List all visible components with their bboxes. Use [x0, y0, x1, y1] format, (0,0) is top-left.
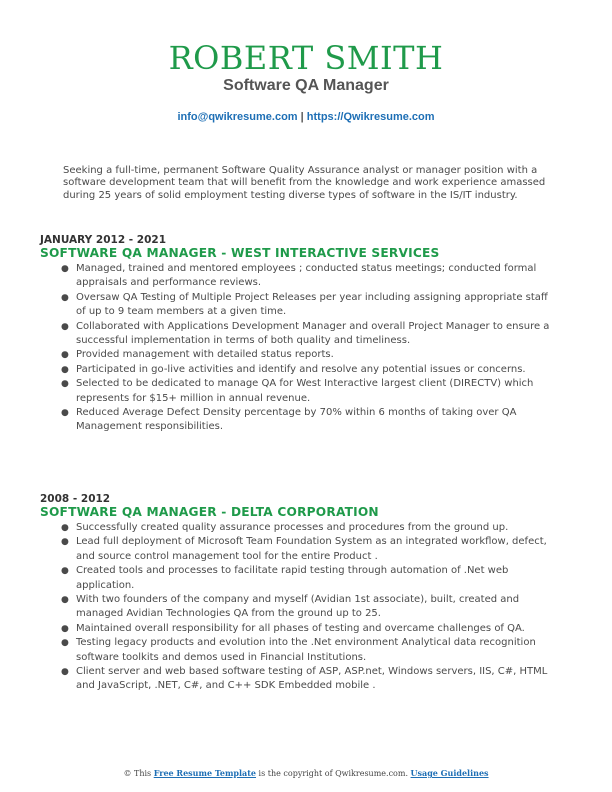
bullet-icon: ● — [61, 321, 69, 332]
bullet-item: ● Client server and web based software testing of ASP, ASP.net, Windows servers, IIS, C#, HTML and JavaScript, .NET, C#, and C++ SDK Embedded mobile . — [61, 666, 548, 692]
job-entry — [40, 493, 560, 694]
bullet-item: ● Selected to be dedicated to manage QA for West Interactive largest client (DIRECTV) which represents for $15+ million in annual revenue. — [61, 378, 534, 404]
job-role: SOFTWARE QA MANAGER - DELTA CORPORATION — [40, 505, 379, 519]
usage-guidelines-link[interactable]: Usage Guidelines — [410, 768, 489, 778]
bullet-item: ● Created tools and processes to facilitate rapid testing through automation of .Net web application. — [61, 565, 509, 591]
bullet-item: ● Managed, trained and mentored employees ; conducted status meetings; conducted formal appraisals and performance reviews. — [61, 263, 537, 289]
bullet-icon: ● — [61, 523, 69, 533]
website-link[interactable]: https://Qwikresume.com — [306, 111, 435, 123]
job-entry — [40, 234, 560, 435]
bullet-icon: ● — [61, 364, 69, 375]
job-title: Software QA Manager — [223, 77, 389, 94]
job-role: SOFTWARE QA MANAGER - WEST INTERACTIVE SERVICES — [40, 246, 440, 260]
job-dates: 2008 - 2012 — [40, 493, 111, 505]
bullet-item: ● Oversaw QA Testing of Multiple Project Releases per year including assigning appropriate staff of up to 9 team members at a given time. — [61, 291, 548, 318]
footer-middle: is the copyright of Qwikresume.com. — [256, 769, 411, 778]
contact-line — [0, 111, 612, 124]
bullet-icon: ● — [61, 264, 69, 274]
bullet-item: ● Participated in go-live activities and identify and resolve any potential issues or concerns. — [40, 363, 560, 377]
email-link[interactable]: info@qwikresume.com — [177, 111, 298, 123]
bullet-icon: ● — [61, 638, 69, 649]
bullet-icon: ● — [61, 292, 69, 303]
bullet-item: ● With two founders of the company and myself (Avidian 1st associate), built, created and managed Avidian Technologies QA from the ground up to 25. — [61, 594, 520, 620]
candidate-name: ROBERT SMITH — [168, 39, 444, 77]
bullet-item: ● Reduced Average Defect Density percentage by 70% within 6 months of taking over QA Management responsibilities. — [61, 407, 517, 433]
bullet-item: ● Lead full deployment of Microsoft Team Foundation System as an integrated workflow, defect, and source control management tool for the entire Product . — [61, 536, 547, 562]
bullet-icon: ● — [61, 623, 69, 634]
free-resume-template-link[interactable]: Free Resume Template — [153, 768, 257, 778]
bullet-icon: ● — [61, 595, 69, 606]
contact-separator: | — [297, 111, 307, 123]
bullet-item: ● Maintained overall responsibility for all phases of testing and overcame challenges of QA. — [40, 622, 560, 636]
bullet-icon: ● — [61, 537, 69, 548]
bullet-item: ● Collaborated with Applications Development Manager and overall Project Manager to ensure a successful implementation in terms of both quality and timeliness. — [61, 320, 550, 347]
bullet-icon: ● — [61, 379, 69, 390]
summary-paragraph: Seeking a full-time, permanent Software Quality Assurance analyst or manager position with a software development team that will benefit from the knowledge and work experience amassed during 25 years of solid employment testing diverse types of software in the IS/IT industry. — [63, 165, 546, 201]
bullet-item: ● Provided management with detailed status reports. — [40, 348, 560, 362]
bullet-icon: ● — [61, 667, 69, 678]
bullet-icon: ● — [61, 566, 69, 577]
job-dates: JANUARY 2012 - 2021 — [40, 234, 167, 246]
bullet-icon: ● — [61, 350, 69, 361]
job-bullets — [40, 521, 560, 694]
bullet-item: ● Successfully created quality assurance processes and procedures from the ground up. — [40, 521, 560, 535]
bullet-icon: ● — [61, 408, 69, 419]
job-bullets — [40, 262, 560, 435]
footer-prefix: © This — [123, 769, 154, 778]
copyright-footer — [0, 768, 612, 779]
bullet-item: ● Testing legacy products and evolution into the .Net environment Analytical data recognition software toolkits and demos used in Financial Institutions. — [61, 637, 536, 663]
